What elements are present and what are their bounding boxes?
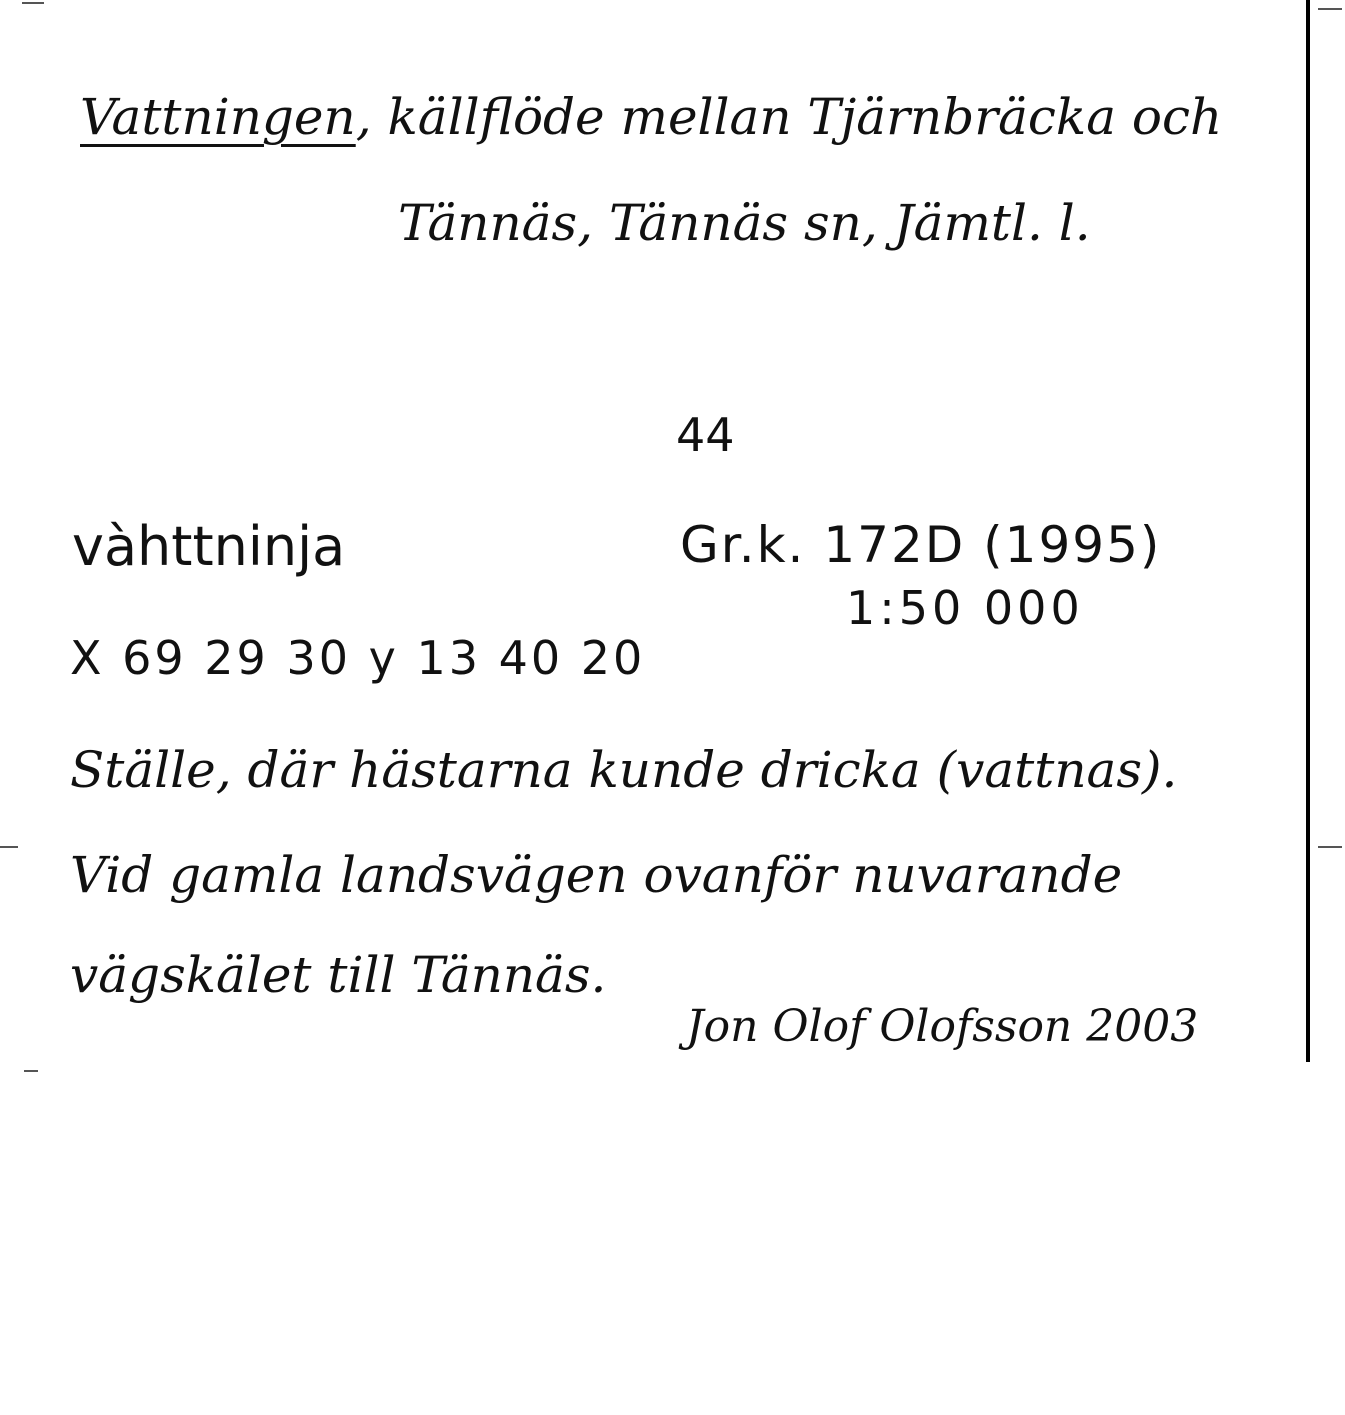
scan-edge-mark: [0, 846, 18, 848]
description-line: Ställe, där hästarna kunde dricka (vattnas).: [70, 741, 1178, 799]
location-line: Tännäs, Tännäs sn, Jämtl. l.: [398, 194, 1091, 252]
pronunciation: vàhttninja: [72, 515, 346, 578]
description-line: vägskälet till Tännäs.: [70, 946, 607, 1004]
scan-edge-mark: [24, 1070, 38, 1072]
card-right-border: [1306, 0, 1310, 1062]
card-title: [80, 88, 1223, 146]
map-scale: 1:50 000: [846, 581, 1084, 635]
card-number: 44: [676, 408, 735, 462]
title-description: , källflöde mellan Tjärnbräcka och: [355, 88, 1223, 146]
map-reference: Gr.k. 172D (1995): [680, 516, 1162, 574]
coordinates: X 69 29 30 y 13 40 20: [70, 631, 646, 685]
scan-edge-mark: [22, 2, 44, 4]
description-line: Vid gamla landsvägen ovanför nuvarande: [70, 846, 1123, 904]
signature: Jon Olof Olofsson 2003: [686, 1001, 1199, 1052]
scan-edge-mark: [1318, 8, 1342, 10]
scan-edge-mark: [1318, 846, 1342, 848]
headword: Vattningen: [80, 88, 356, 146]
